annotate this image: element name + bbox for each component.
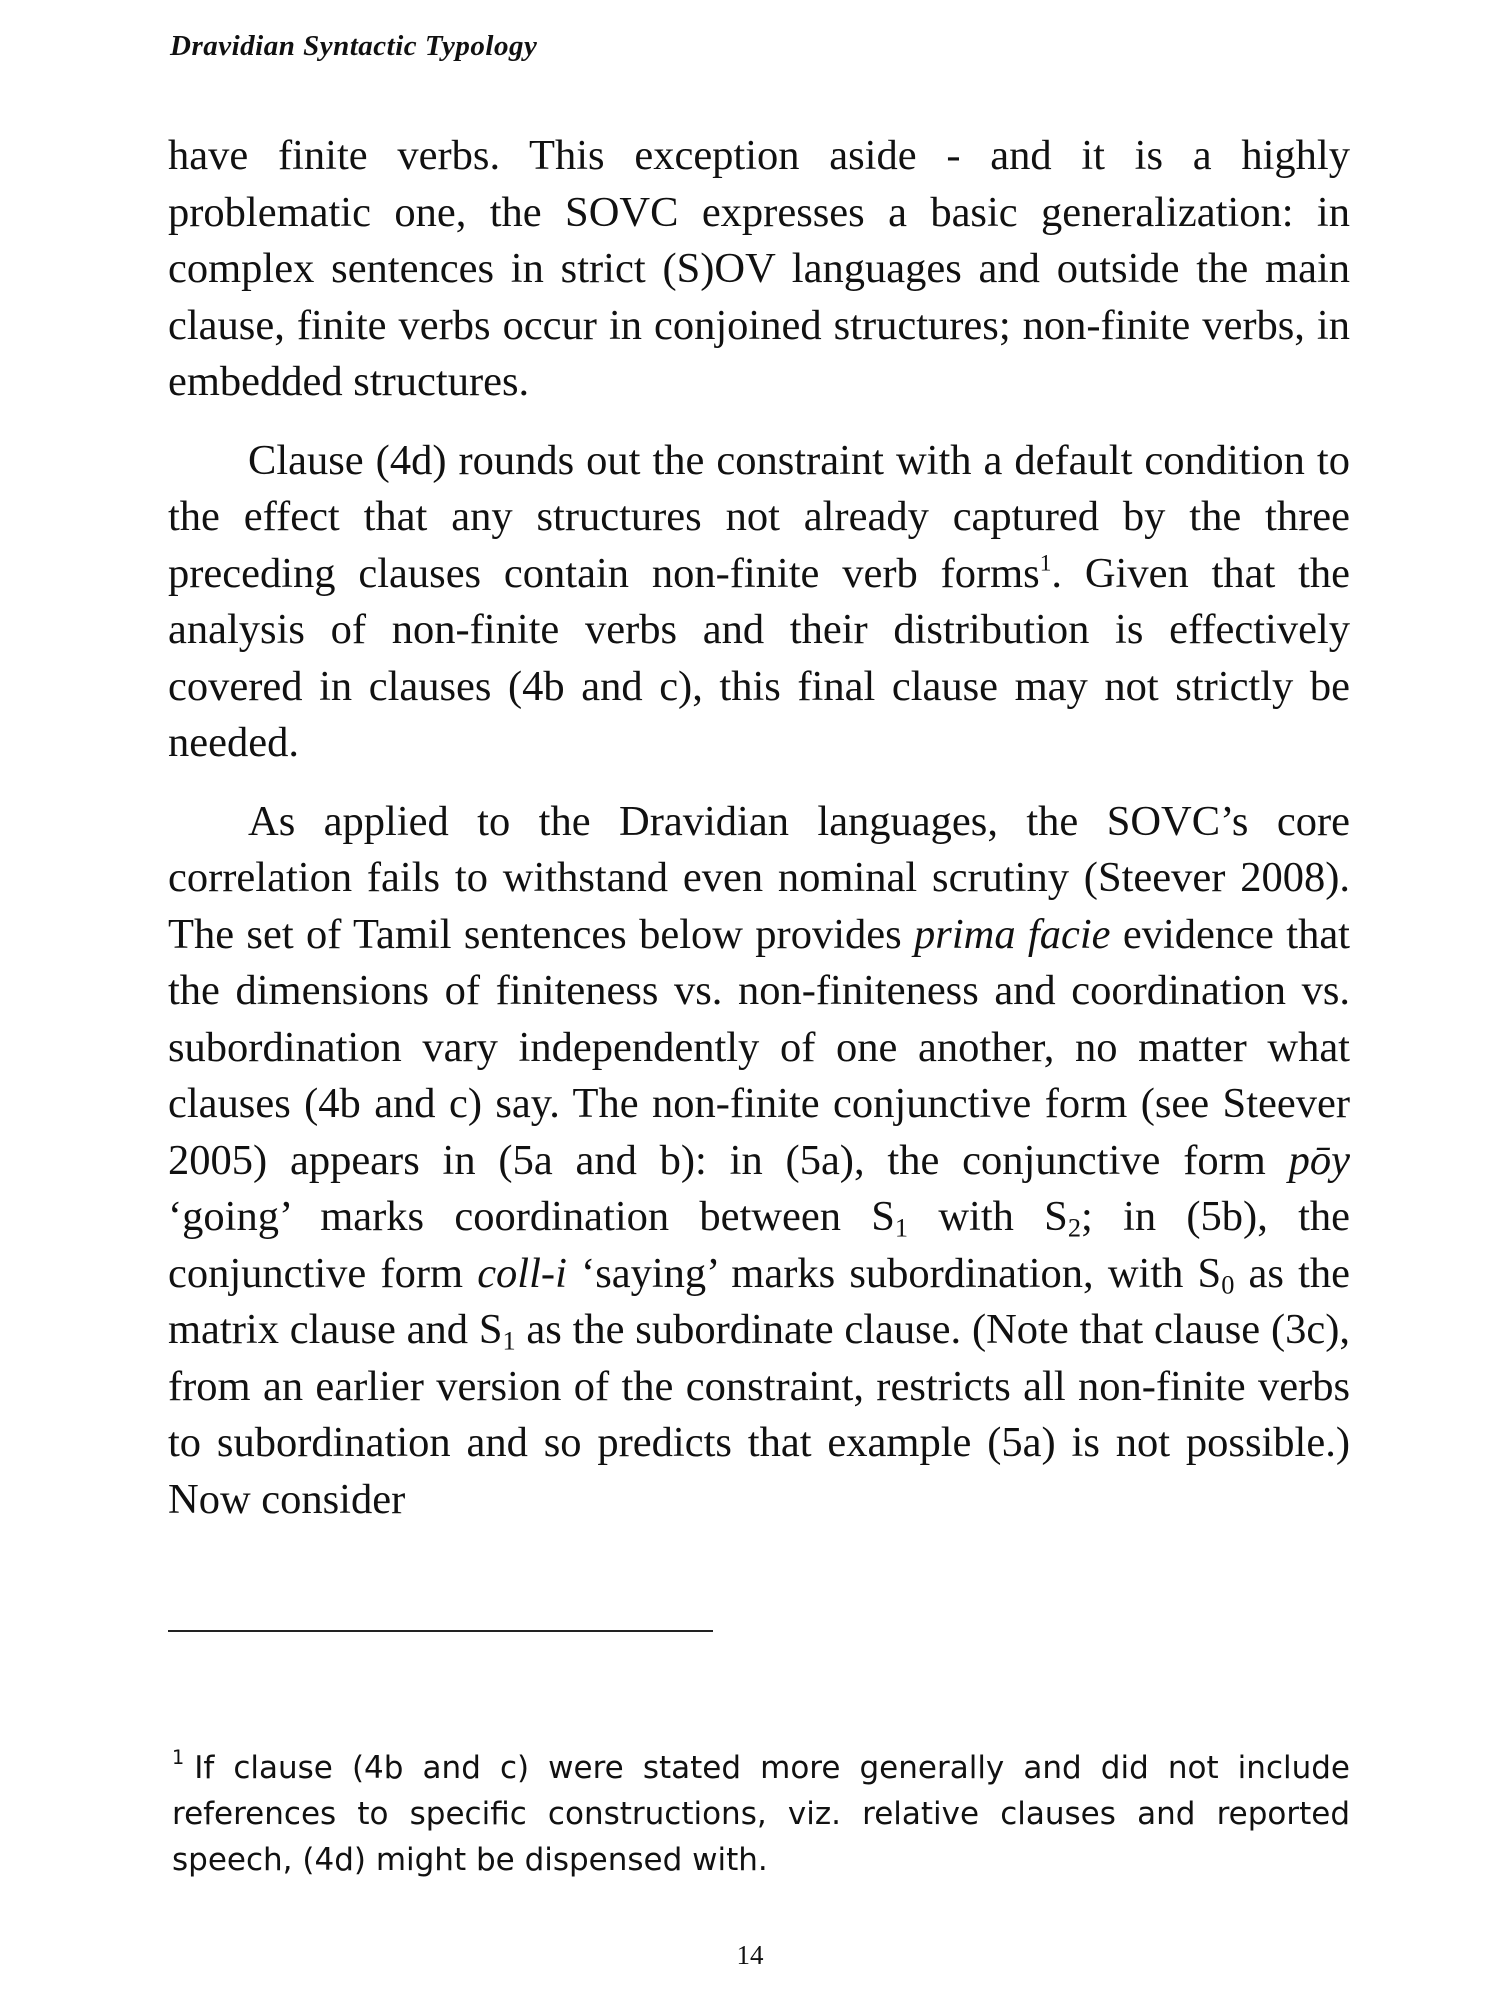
paragraph-3-text: ; in (5b), the conjunctive form: [168, 1193, 1351, 1297]
footnote-mark: 1: [172, 1745, 185, 1769]
paragraph-3-text: with S: [908, 1193, 1068, 1240]
paragraph-3-text: evidence that the dimensions of finiteness vs. non-finiteness and coordination vs. subordination vary independently of one another, no matter what clauses (4b and c) say. The non-finite conjunctive form (see Steever 2005) appears in (5a and b): in (5a), the conjunctive form: [168, 910, 1350, 1184]
paragraph-3-text: ‘going’ marks coordination between S: [168, 1193, 895, 1240]
paragraph-2: [168, 433, 1350, 772]
italic-term-prima-facie: prima facie: [914, 910, 1111, 958]
italic-term-poy: pōy: [1288, 1136, 1350, 1184]
paragraph-2-text-a: Clause (4d) rounds out the constraint with a default condition to the effect that any structures not already captured by the three preceding clauses contain non-finite verb forms: [168, 436, 1350, 597]
footnote-divider: [168, 1630, 713, 1632]
paragraph-3: [168, 794, 1350, 1529]
paragraph-3-text: As applied to the Dravidian languages, the SOVC’s core correlation fails to withstand even nominal scrutiny (Steever 2008). The set of Tamil sentences below provides: [168, 797, 1350, 958]
paragraph-3-text: as the matrix clause and S: [168, 1249, 1350, 1353]
subscript: 0: [1221, 1270, 1235, 1300]
paragraph-2-text-b: . Given that the analysis of non-finite verbs and their distribution is effectively covered in clauses (4b and c), this final clause may not strictly be needed.: [168, 549, 1350, 766]
paragraph-3-text: as the subordinate clause. (Note that clause (3c), from an earlier version of the constraint, restricts all non-finite verbs to subordination and so predicts that example (5a) is not possible.) Now consider: [168, 1306, 1350, 1523]
footnote-text: If clause (4b and c) were stated more generally and did not include references to specific constructions, viz. relative clauses and reported speech, (4d) might be dispensed with.: [172, 1750, 1350, 1878]
subscript: 1: [502, 1326, 516, 1356]
subscript: 1: [894, 1213, 909, 1243]
italic-term-coll-i: coll-i: [477, 1249, 567, 1297]
footnote-reference[interactable]: 1: [1039, 550, 1052, 577]
paragraph-3-text: ‘saying’ marks subordination, with S: [566, 1249, 1222, 1297]
paragraph-1: have finite verbs. This exception aside - and it is a highly problematic one, the SOVC expresses a basic generalization: in complex sentences in strict (S)OV languages and outside the main clause, finite verbs occur in conjoined structures; non-finite verbs, in embedded structures.: [168, 132, 1350, 405]
page-number: 14: [736, 1940, 764, 1970]
footnote: [172, 1745, 1350, 1883]
main-text: [168, 128, 1350, 1550]
running-head: Dravidian Syntactic Typology: [170, 30, 538, 62]
subscript: 2: [1067, 1213, 1081, 1243]
